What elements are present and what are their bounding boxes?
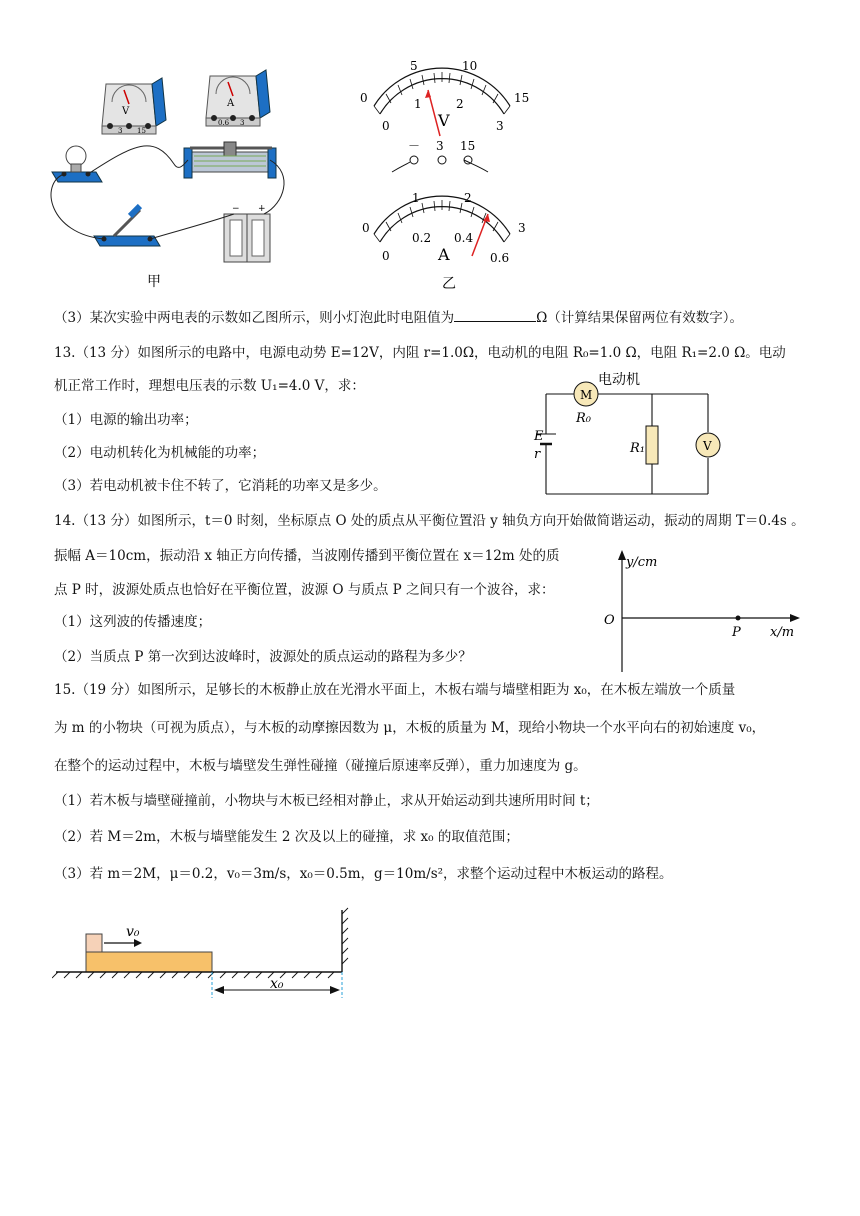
a-letter: A: [438, 245, 450, 264]
figure-yi: [352, 56, 552, 294]
figure-jia-label: 甲: [147, 274, 161, 290]
v0-label: v₀: [126, 924, 140, 940]
q13-circuit: [528, 372, 728, 502]
q13-part2: （2）电动机转化为机械能的功率；: [54, 445, 266, 461]
knife-switch: [94, 204, 160, 246]
figure-jia: [44, 64, 294, 294]
q15-part3: （3）若 m＝2M，μ＝0.2，v₀＝3m/s，x₀＝0.5m，g＝10m/s²，求整个运动过程中木板运动的路程。: [54, 866, 673, 882]
q15-figure: [52, 906, 362, 1012]
answer-blank: [454, 307, 536, 322]
v-outer-0: 0: [360, 91, 368, 105]
a-inner-06: 0.6: [490, 251, 510, 265]
a-outer-1: 1: [412, 191, 420, 205]
R0-label: R₀: [576, 411, 591, 426]
q15-stem-l3: 在整个的运动过程中，木板与墙壁发生弹性碰撞（碰撞后原速率反弹），重力加速度为 g。: [54, 758, 587, 774]
v-term-minus: －: [408, 139, 421, 153]
q13-part3: （3）若电动机被卡住不转了，它消耗的功率又是多少。: [54, 478, 387, 494]
q14-stem-l1: 14.（13 分）如图所示，t＝0 时刻，坐标原点 O 处的质点从平衡位置沿 y 轴负方向开始做简谐运动，振动的周期 T＝0.4s 。: [54, 513, 805, 529]
figure-yi-label: 乙: [442, 276, 456, 292]
motor-label: 电动机: [598, 372, 640, 388]
voltmeter-scale: [360, 59, 529, 172]
voltmeter-V: V: [703, 439, 712, 453]
voltmeter-device: [102, 78, 166, 135]
v-inner-1: 1: [414, 97, 422, 111]
v-letter: V: [438, 111, 450, 130]
q14-part1: （1）这列波的传播速度；: [54, 614, 212, 630]
a-inner-0: 0: [382, 249, 390, 263]
ammeter-scale: [362, 191, 526, 265]
a-outer-3: 3: [518, 221, 526, 235]
v-inner-0: 0: [382, 119, 390, 133]
q14-axes: [598, 548, 812, 674]
v-inner-3: 3: [496, 119, 504, 133]
q12-part3: （3）某次实验中两电表的示数如乙图所示，则小灯泡此时电阻值为 Ω（计算结果保留两位有效数字）。: [54, 307, 743, 328]
q13-stem-l1: 13.（13 分）如图所示的电路中，电源电动势 E=12V，内阻 r=1.0Ω，电动机的电阻 R₀=1.0 Ω，电阻 R₁=2.0 Ω。电动: [54, 345, 786, 361]
svg-text:+: +: [258, 204, 266, 214]
q15-part2: （2）若 M＝2m，木板与墙壁能发生 2 次及以上的碰撞，求 x₀ 的取值范围；: [54, 829, 519, 845]
internal-r: r: [534, 447, 541, 462]
v-inner-2: 2: [456, 97, 464, 111]
q13-part1: （1）电源的输出功率；: [54, 412, 198, 428]
v-term-15: 15: [460, 139, 476, 153]
v-term-3: 3: [436, 139, 444, 153]
y-axis-label: y/cm: [626, 555, 658, 570]
rheostat: [184, 142, 276, 178]
q14-stem-l3: 点 P 时，波源处质点也恰好在平衡位置，波源 O 与质点 P 之间只有一个波谷，求：: [54, 582, 555, 598]
q14-stem-l2: 振幅 A＝10cm，振动沿 x 轴正方向传播，当波刚传播到平衡位置在 x＝12m 处的质: [54, 548, 560, 564]
R1-label: R₁: [630, 441, 645, 456]
voltmeter-terminal-15: 15: [137, 127, 146, 135]
ammeter-letter: A: [227, 98, 235, 109]
q13-stem-l2: 机正常工作时，理想电压表的示数 U₁=4.0 V，求：: [54, 378, 365, 394]
battery: [224, 204, 270, 262]
motor-M: M: [580, 388, 593, 402]
voltmeter-terminal-3: 3: [118, 127, 123, 135]
ammeter-terminal-3: 3: [240, 119, 245, 127]
v-outer-5: 5: [410, 59, 418, 73]
origin-O: O: [604, 613, 615, 628]
a-outer-0: 0: [362, 221, 370, 235]
emf-E: E: [534, 429, 544, 444]
v-outer-10: 10: [462, 59, 478, 73]
ammeter-terminal-06: 0.6: [218, 119, 230, 127]
point-P: P: [732, 625, 741, 640]
ammeter-device: [206, 70, 270, 127]
q15-stem-l2: 为 m 的小物块（可视为质点），与木板的动摩擦因数为 μ，木板的质量为 M，现给小物块一个水平向右的初始速度 v₀，: [54, 720, 766, 736]
x0-label: x₀: [270, 976, 284, 992]
a-outer-2: 2: [464, 191, 472, 205]
a-inner-02: 0.2: [412, 231, 432, 245]
q15-stem-l1: 15.（19 分）如图所示，足够长的木板静止放在光滑水平面上，木板右端与墙壁相距为 x₀，在木板左端放一个质量: [54, 682, 736, 698]
voltmeter-letter: V: [122, 106, 130, 117]
q15-part1: （1）若木板与墙壁碰撞前，小物块与木板已经相对静止，求从开始运动到共速所用时间 t；: [54, 793, 599, 809]
v-outer-15: 15: [514, 91, 530, 105]
a-inner-04: 0.4: [454, 231, 474, 245]
x-axis-label: x/m: [770, 625, 795, 640]
svg-text:−: −: [232, 204, 240, 214]
q14-part2: （2）当质点 P 第一次到达波峰时，波源处的质点运动的路程为多少？: [54, 649, 472, 665]
